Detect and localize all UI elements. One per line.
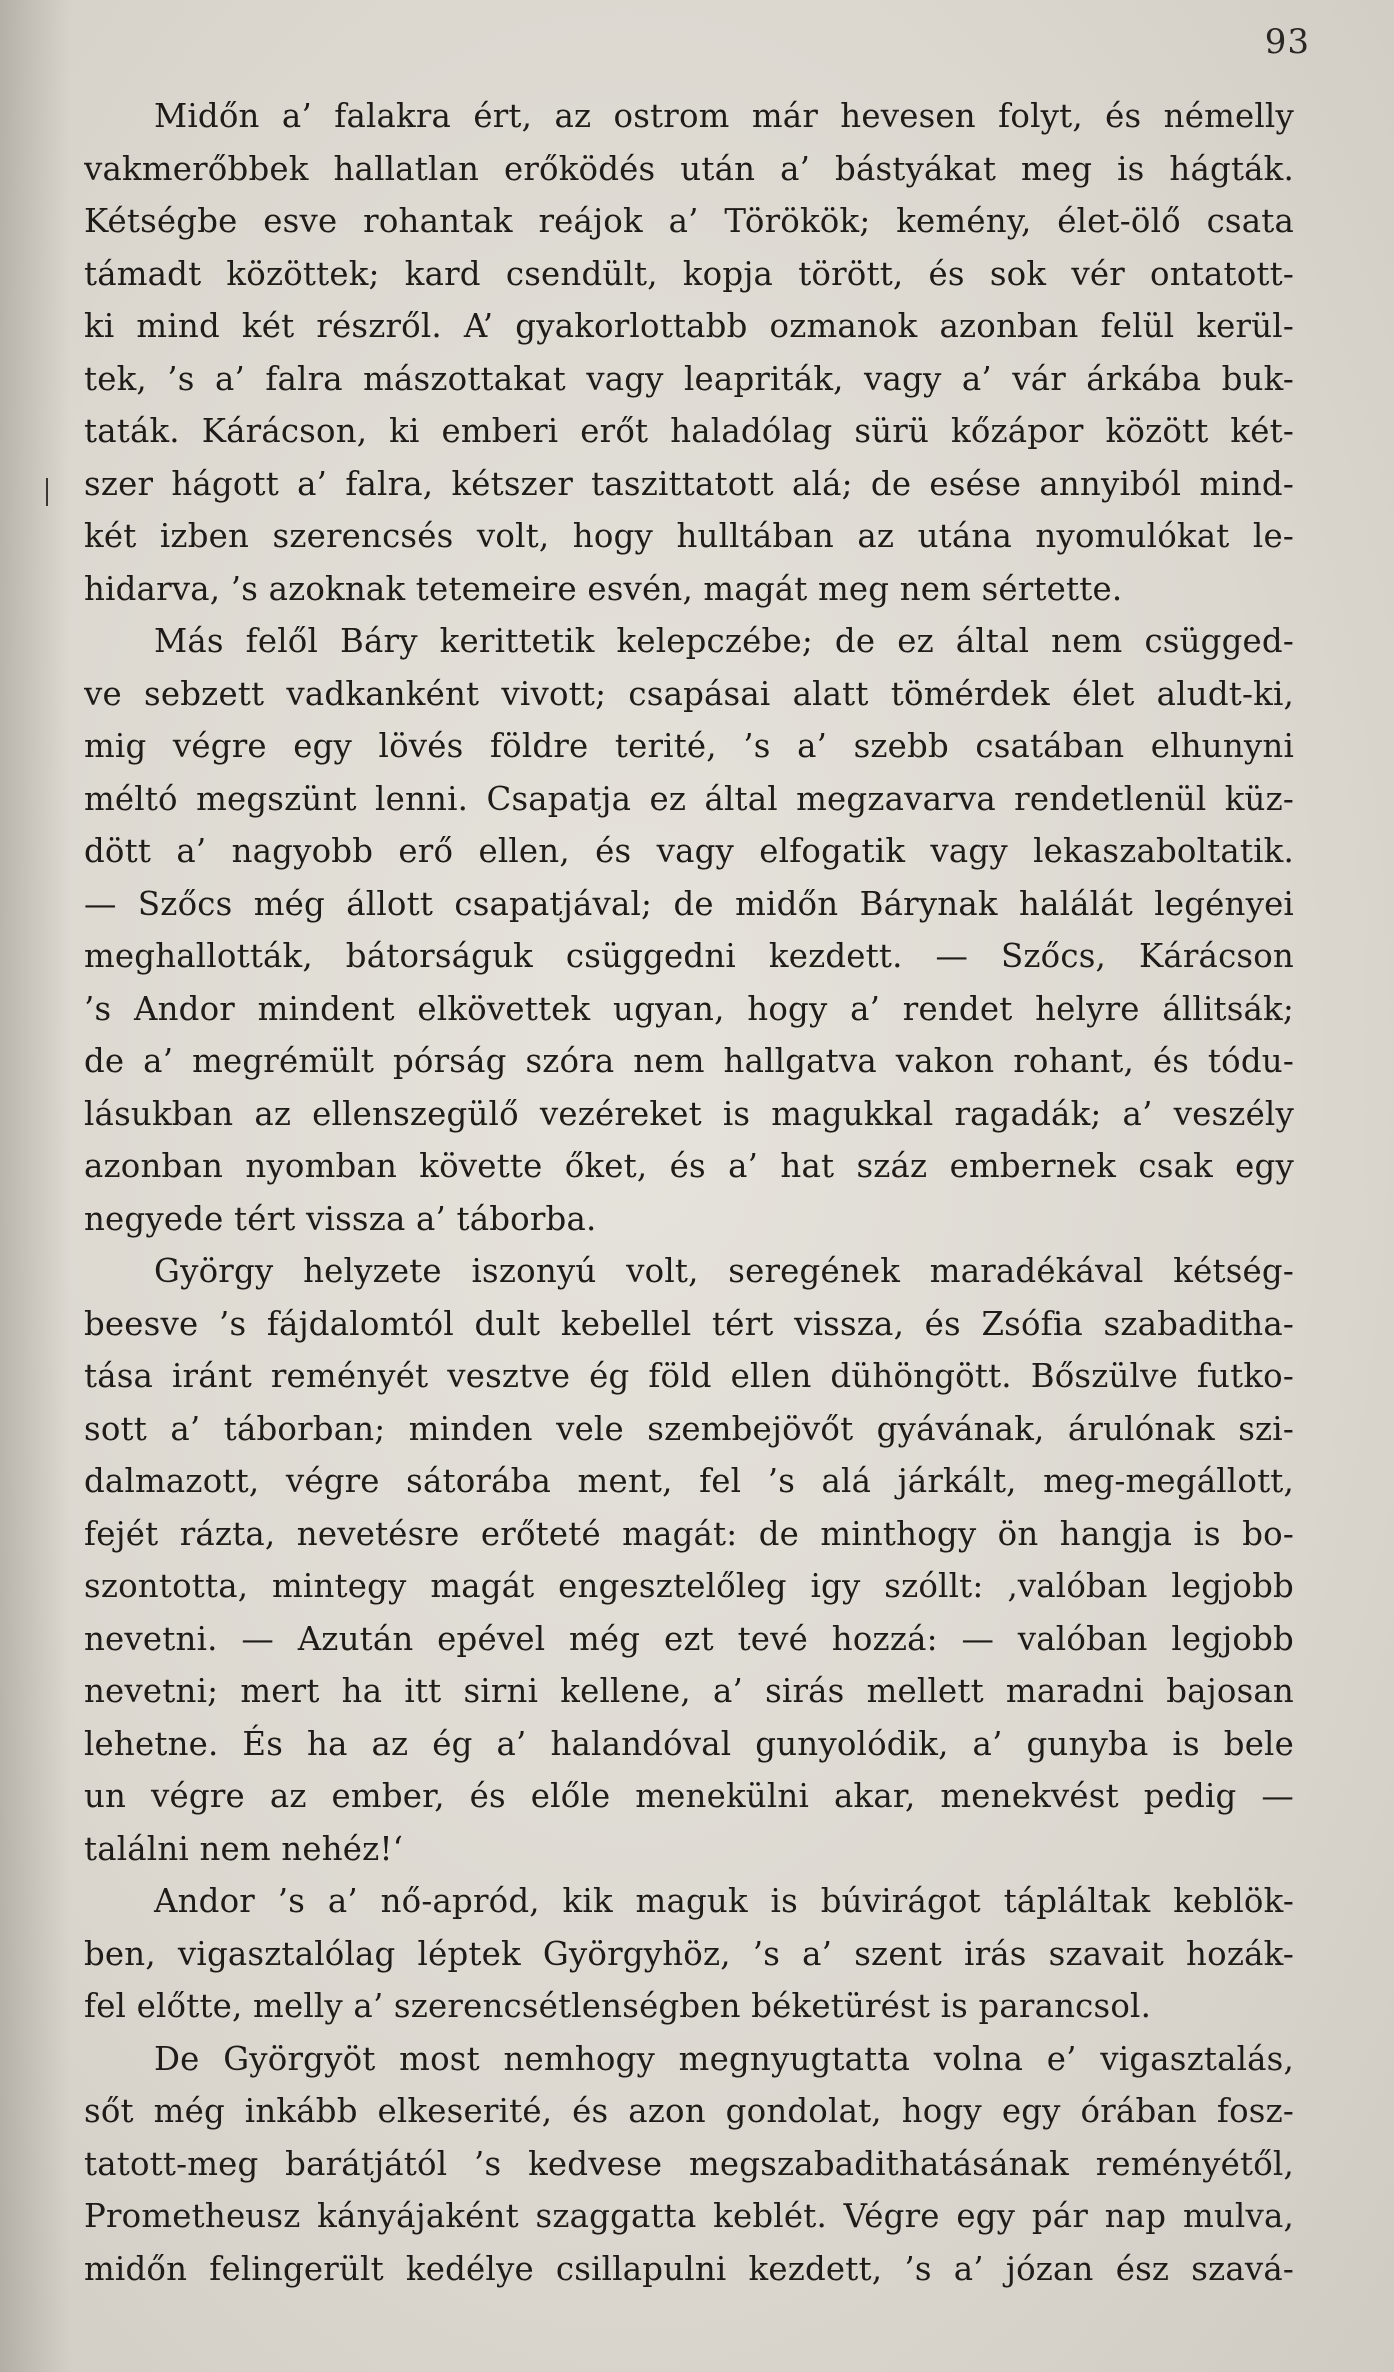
paragraph-4 <box>84 1875 1294 2033</box>
body-text <box>84 90 1294 2295</box>
text-line: un végre az ember, és előle menekülni akar, menekvést pedig — <box>84 1777 1294 1815</box>
text-line: fejét rázta, nevetésre erőteté magát: de minthogy ön hangja is bo- <box>84 1514 1294 1553</box>
text-line: meghallották, bátorságuk csüggedni kezdett. — Szőcs, Kárácson <box>84 937 1294 975</box>
text-line: nevetni; mert ha itt sirni kellene, a’ sirás mellett maradni bajosan <box>84 1672 1294 1710</box>
text-line: Más felől Báry kerittetik kelepczébe; de ez által nem csügged- <box>154 622 1294 660</box>
text-line: ve sebzett vadkanként vivott; csapásai alatt tömérdek élet aludt-ki, <box>84 674 1294 713</box>
text-line: azonban nyomban követte őket, és a’ hat száz embernek csak egy <box>84 1147 1294 1185</box>
text-line: szer hágott a’ falra, kétszer taszittatott alá; de esése annyiból mind- <box>84 464 1294 503</box>
text-line: sőt még inkább elkeserité, és azon gondolat, hogy egy órában fosz- <box>84 2092 1294 2130</box>
text-line: két izben szerencsés volt, hogy hulltában az utána nyomulókat le- <box>84 517 1294 555</box>
text-line: sott a’ táborban; minden vele szembejövőt gyávának, árulónak szi- <box>84 1409 1294 1448</box>
text-line: tása iránt reményét vesztve ég föld ellen dühöngött. Bőszülve futko- <box>84 1357 1294 1395</box>
text-line: méltó megszünt lenni. Csapatja ez által megzavarva rendetlenül küz- <box>84 779 1294 818</box>
text-line: de a’ megrémült pórság szóra nem hallgatva vakon rohant, és tódu- <box>84 1042 1294 1080</box>
text-line: tek, ’s a’ falra mászottakat vagy leapriták, vagy a’ vár árkába buk- <box>84 359 1294 398</box>
text-line: negyede tért vissza a’ táborba. <box>84 1199 597 1238</box>
text-line: — Szőcs még állott csapatjával; de midőn Bárynak halálát legényei <box>84 884 1294 923</box>
text-line: ben, vigasztalólag léptek Györgyhöz, ’s a’ szent irás szavait hozák- <box>84 1934 1294 1973</box>
text-line: dalmazott, végre sátorába ment, fel ’s alá járkált, meg-megállott, <box>84 1462 1294 1500</box>
text-line: György helyzete iszonyú volt, seregének maradékával kétség- <box>154 1252 1294 1290</box>
text-line: lásukban az ellenszegülő vezéreket is magukkal ragadák; a’ veszély <box>84 1094 1294 1133</box>
text-line: mig végre egy lövés földre terité, ’s a’ szebb csatában elhunyni <box>84 727 1294 765</box>
margin-mark <box>46 478 48 506</box>
gutter-shadow <box>0 0 70 2372</box>
text-line: vakmerőbbek hallatlan erőködés után a’ bástyákat meg is hágták. <box>84 149 1294 188</box>
page-number: 93 <box>1264 22 1310 62</box>
text-line: ki mind két részről. A’ gyakorlottabb ozmanok azonban felül kerül- <box>84 307 1294 345</box>
text-line: hidarva, ’s azoknak tetemeire esvén, magát meg nem sértette. <box>84 569 1123 608</box>
text-line: Prometheusz kányájaként szaggatta keblét. Végre egy pár nap mulva, <box>84 2197 1294 2235</box>
paragraph-3 <box>84 1245 1294 1875</box>
paragraph-5 <box>84 2033 1294 2296</box>
text-line: Andor ’s a’ nő-apród, kik maguk is búvirágot tápláltak keblök- <box>154 1882 1294 1920</box>
text-line: Midőn a’ falakra ért, az ostrom már hevesen folyt, és némelly <box>154 97 1294 135</box>
text-line: Kétségbe esve rohantak reájok a’ Törökök; kemény, élet-ölő csata <box>84 202 1294 240</box>
text-line: lehetne. És ha az ég a’ halandóval gunyolódik, a’ gunyba is bele <box>84 1724 1294 1763</box>
text-line: taták. Kárácson, ki emberi erőt haladólag sürü kőzápor között két- <box>84 412 1294 450</box>
paragraph-1 <box>84 90 1294 615</box>
text-line: támadt közöttek; kard csendült, kopja törött, és sok vér ontatott- <box>84 254 1294 293</box>
text-line: fel előtte, melly a’ szerencsétlenségben béketürést is parancsol. <box>84 1987 1152 2025</box>
text-line: ’s Andor mindent elkövettek ugyan, hogy a’ rendet helyre állitsák; <box>84 989 1294 1028</box>
text-line: De Györgyöt most nemhogy megnyugtatta volna e’ vigasztalás, <box>154 2039 1294 2078</box>
paragraph-2 <box>84 615 1294 1245</box>
text-line: találni nem nehéz!‘ <box>84 1829 404 1868</box>
text-line: nevetni. — Azután epével még ezt tevé hozzá: — valóban legjobb <box>84 1619 1294 1658</box>
text-line: szontotta, mintegy magát engesztelőleg igy szóllt: ‚valóban legjobb <box>84 1567 1294 1605</box>
text-line: dött a’ nagyobb erő ellen, és vagy elfogatik vagy lekaszaboltatik. <box>84 832 1294 870</box>
text-line: beesve ’s fájdalomtól dult kebellel tért vissza, és Zsófia szabaditha- <box>84 1304 1294 1343</box>
text-line: tatott-meg barátjától ’s kedvese megszabadithatásának reményétől, <box>84 2144 1294 2183</box>
text-line: midőn felingerült kedélye csillapulni kezdett, ’s a’ józan ész szavá- <box>84 2249 1294 2288</box>
